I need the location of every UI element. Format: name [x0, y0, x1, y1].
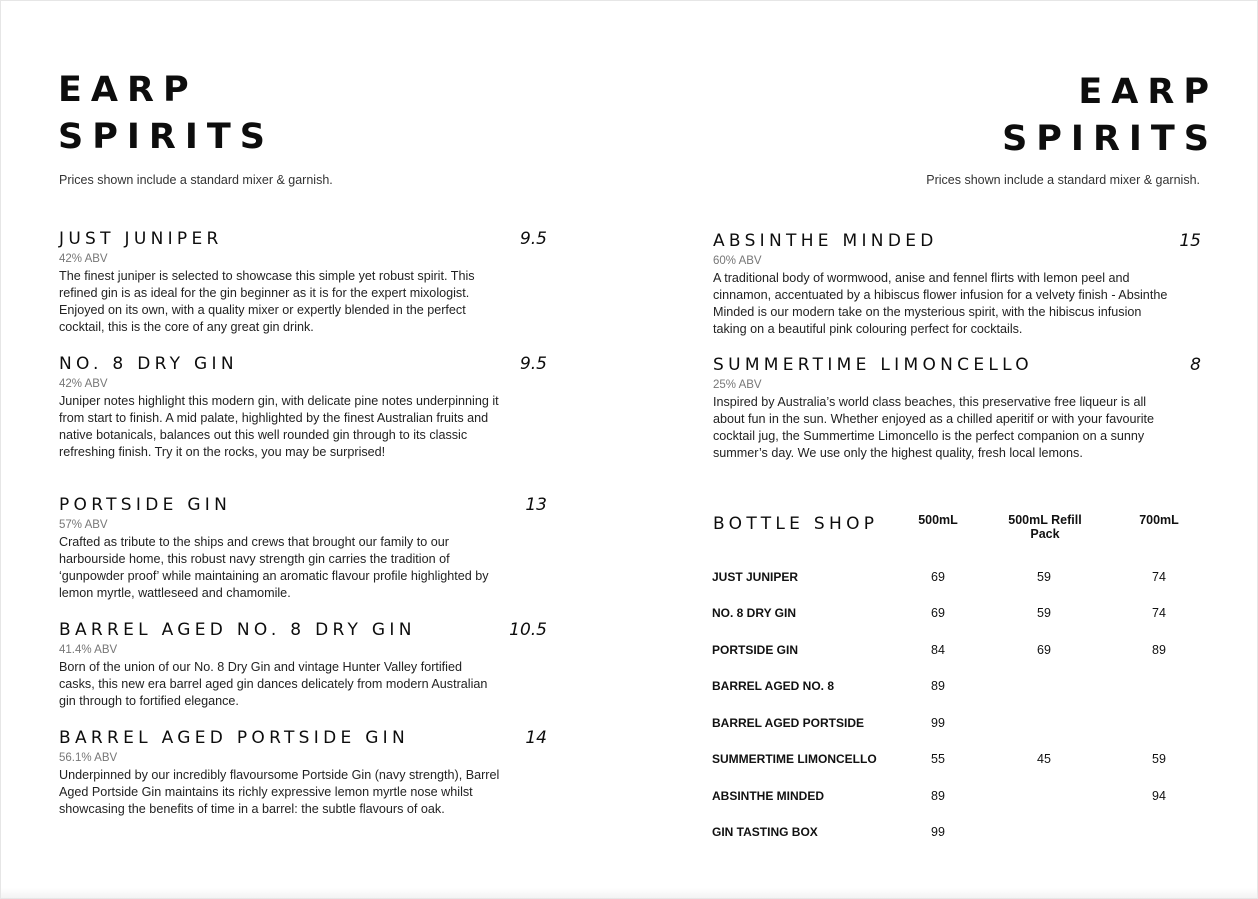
- price-refill: 69: [1037, 643, 1051, 657]
- table-row: [712, 713, 1202, 733]
- price-refill: 59: [1037, 606, 1051, 620]
- row-product: SUMMERTIME LIMONCELLO: [712, 752, 877, 766]
- price-500ml: 89: [931, 789, 945, 803]
- table-row: [712, 567, 1202, 587]
- item-abv: 41.4% ABV: [59, 644, 118, 656]
- item-description: Juniper notes highlight this modern gin, with delicate pine notes underpinning it from start to finish. A mid palate, highlighted by the finest Australian fruits and native botanicals, balances out this well rounded gin through to its classic refreshing finish. Try it on the rocks, you may be surprised!: [59, 394, 499, 459]
- row-product: PORTSIDE GIN: [712, 643, 799, 657]
- item-price: 9.5: [519, 229, 547, 249]
- item-price: 8: [1190, 355, 1201, 375]
- price-700ml: 89: [1152, 643, 1166, 657]
- row-product: BARREL AGED NO. 8: [712, 679, 835, 693]
- item-name: NO. 8 DRY GIN: [59, 354, 238, 374]
- row-product: ABSINTHE MINDED: [712, 789, 825, 803]
- bottle-shop-title: BOTTLE SHOP: [713, 514, 879, 534]
- price-700ml: 59: [1152, 752, 1166, 766]
- price-500ml: 69: [931, 606, 945, 620]
- column-header-500ml: 500mL: [918, 513, 958, 527]
- price-700ml: 74: [1152, 606, 1166, 620]
- price-500ml: 69: [931, 570, 945, 584]
- item-description: Crafted as tribute to the ships and crews that brought our family to our harbourside home, this robust navy strength gin carries the tradition of ‘gunpowder proof’ while maintaining an aromatic flavour profile highlighted by lemon myrtle, wattleseed and chamomile.: [59, 535, 489, 600]
- item-abv: 60% ABV: [713, 255, 762, 267]
- menu-item: [59, 727, 549, 818]
- table-row: [712, 749, 1202, 769]
- price-note-left: Prices shown include a standard mixer & garnish.: [59, 173, 333, 187]
- table-row: [712, 603, 1202, 623]
- item-price: 14: [525, 728, 547, 748]
- item-name: BARREL AGED PORTSIDE GIN: [59, 728, 410, 748]
- item-name: PORTSIDE GIN: [59, 495, 232, 515]
- menu-item: [59, 619, 549, 710]
- menu-item: [713, 354, 1203, 462]
- price-500ml: 55: [931, 752, 945, 766]
- table-row: [712, 786, 1202, 806]
- brand-line-1: EARP: [1078, 72, 1218, 112]
- menu-item: [713, 230, 1203, 338]
- price-500ml: 99: [931, 825, 945, 839]
- item-name: SUMMERTIME LIMONCELLO: [713, 355, 1033, 375]
- brand-logo-left: [58, 67, 274, 161]
- price-refill: 45: [1037, 752, 1051, 766]
- column-header-refill: 500mL Refill Pack: [1008, 513, 1082, 541]
- row-product: BARREL AGED PORTSIDE: [712, 716, 865, 730]
- item-price: 9.5: [519, 354, 547, 374]
- item-description: The finest juniper is selected to showcase this simple yet robust spirit. This refined gin is as ideal for the gin beginner as it is for the expert mixologist. Enjoyed on its own, with a quality mixer or expertly blended in the perfect cocktail, this is the core of any great gin drink.: [59, 269, 475, 334]
- brand-line-2: SPIRITS: [1002, 119, 1218, 159]
- item-abv: 57% ABV: [59, 519, 108, 531]
- menu-item: [59, 353, 549, 461]
- item-abv: 42% ABV: [59, 253, 108, 265]
- menu-item: [59, 494, 549, 602]
- row-product: GIN TASTING BOX: [712, 825, 818, 839]
- price-700ml: 74: [1152, 570, 1166, 584]
- table-row: [712, 640, 1202, 660]
- item-name: JUST JUNIPER: [59, 229, 223, 249]
- price-500ml: 84: [931, 643, 945, 657]
- item-name: ABSINTHE MINDED: [713, 231, 938, 251]
- column-header-700ml: 700mL: [1139, 513, 1179, 527]
- price-refill: 59: [1037, 570, 1051, 584]
- table-row: [712, 676, 1202, 696]
- item-abv: 56.1% ABV: [59, 752, 118, 764]
- item-name: BARREL AGED NO. 8 DRY GIN: [59, 620, 416, 640]
- item-description: Underpinned by our incredibly flavoursome Portside Gin (navy strength), Barrel Aged Portside Gin maintains its richly expressive lemon myrtle nose whilst showcasing the benefits of time in a barrel: the subtle flavours of oak.: [59, 768, 500, 816]
- price-500ml: 89: [931, 679, 945, 693]
- price-500ml: 99: [931, 716, 945, 730]
- brand-line-1: EARP: [58, 70, 198, 110]
- item-description: Inspired by Australia’s world class beaches, this preservative free liqueur is all about fun in the sun. Whether enjoyed as a chilled aperitif or with your favourite cocktail jug, the Summertime Limoncello is the perfect companion on a sunny summer’s day. We use only the highest quality, fresh local lemons.: [713, 395, 1155, 460]
- item-description: A traditional body of wormwood, anise and fennel flirts with lemon peel and cinnamon, accentuated by a hibiscus flower infusion for a velvety finish - Absinthe Minded is our modern take on the mysterious spirit, with the hibiscus infusion taking on a beautiful pink colouring perfect for cocktails.: [713, 271, 1168, 336]
- menu-item: [59, 228, 549, 336]
- row-product: NO. 8 DRY GIN: [712, 606, 797, 620]
- brand-line-2: SPIRITS: [58, 117, 274, 157]
- item-abv: 42% ABV: [59, 378, 108, 390]
- table-row: [712, 822, 1202, 842]
- item-price: 13: [525, 495, 547, 515]
- price-note-right: Prices shown include a standard mixer & garnish.: [926, 173, 1200, 187]
- brand-logo-right: [1002, 69, 1218, 163]
- item-price: 10.5: [509, 620, 547, 640]
- price-700ml: 94: [1152, 789, 1166, 803]
- item-price: 15: [1179, 231, 1201, 251]
- item-description: Born of the union of our No. 8 Dry Gin and vintage Hunter Valley fortified casks, this new era barrel aged gin dances delicately from modern Australian gin through to fortified elegance.: [59, 660, 488, 708]
- row-product: JUST JUNIPER: [712, 570, 799, 584]
- item-abv: 25% ABV: [713, 379, 762, 391]
- page-bottom-shadow: [1, 888, 1258, 898]
